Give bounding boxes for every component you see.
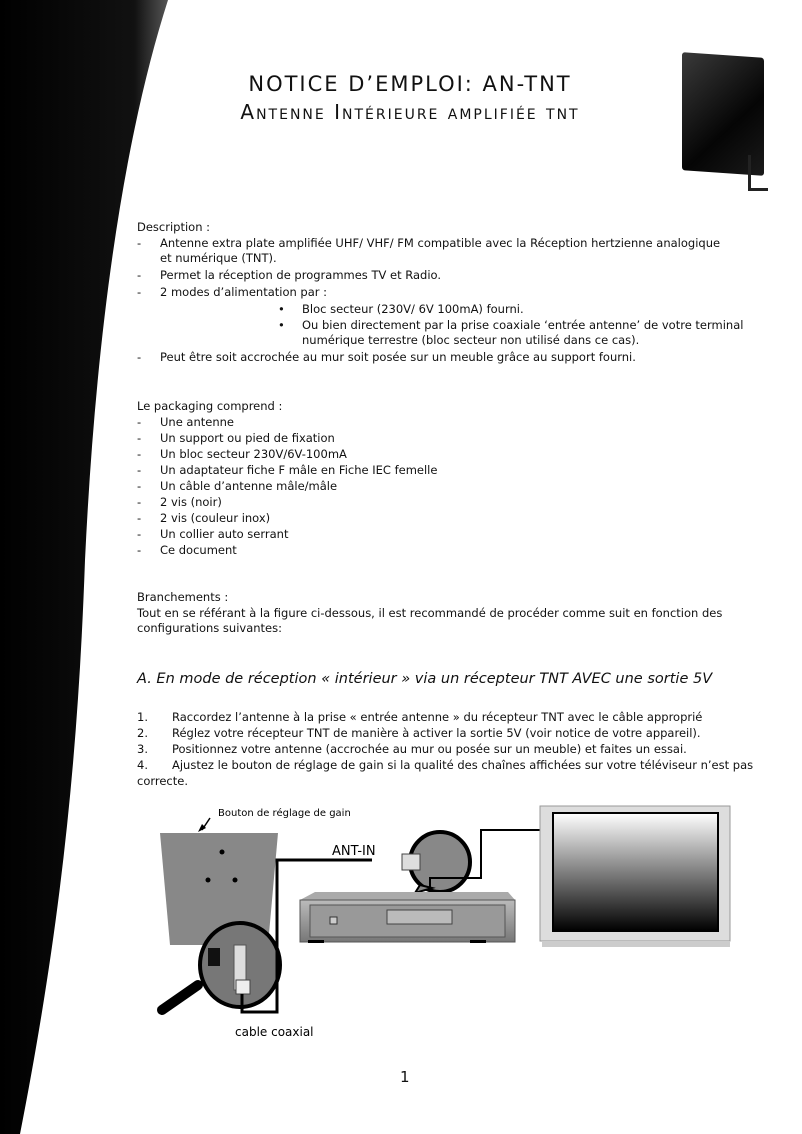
- dash: -: [137, 447, 142, 461]
- dash: -: [137, 350, 142, 364]
- branchements-text: configurations suivantes:: [137, 621, 282, 635]
- packaging-item-text: Ce document: [160, 543, 237, 557]
- packaging-item-text: 2 vis (noir): [160, 495, 222, 509]
- packaging-item-text: Un adaptateur fiche F mâle en Fiche IEC femelle: [160, 463, 438, 477]
- television-illustration: [540, 806, 730, 947]
- list-item: 2 modes d’alimentation par :: [160, 285, 328, 299]
- dash: -: [137, 511, 142, 525]
- antenna-back-illustration: [160, 818, 280, 1010]
- packaging-item-text: Un câble d’antenne mâle/mâle: [160, 479, 338, 493]
- step-text: Réglez votre récepteur TNT de manière à activer la sortie 5V (voir notice de votre appareil).: [172, 726, 701, 740]
- bullet-item: numérique terrestre (bloc secteur non utilisé dans ce cas).: [302, 333, 640, 347]
- branchements-text: Tout en se référant à la figure ci-dessous, il est recommandé de procéder comme suit en fonction des: [137, 606, 723, 620]
- step-4-continuation: correcte.: [137, 774, 188, 788]
- step-text: Raccordez l’antenne à la prise « entrée antenne » du récepteur TNT avec le câble approprié: [172, 710, 703, 724]
- packaging-heading: Le packaging comprend :: [137, 399, 283, 413]
- list-item: Permet la réception de programmes TV et Radio.: [160, 268, 441, 282]
- gain-label: Bouton de réglage de gain: [218, 808, 351, 819]
- dash: -: [137, 479, 142, 493]
- dash: -: [137, 236, 142, 250]
- dash: -: [137, 463, 142, 477]
- ant-in-label: ANT-IN: [332, 844, 376, 859]
- dash: -: [137, 527, 142, 541]
- step-number: 3.: [137, 742, 148, 756]
- bullet-item: Ou bien directement par la prise coaxiale ‘entrée antenne’ de votre terminal: [302, 318, 744, 332]
- dash: -: [137, 431, 142, 445]
- description-heading: Description :: [137, 220, 211, 234]
- list-item: et numérique (TNT).: [160, 251, 277, 265]
- document-subtitle: Antenne Intérieure amplifiée tnt: [240, 100, 580, 124]
- bullet-item: Bloc secteur (230V/ 6V 100mA) fourni.: [302, 302, 524, 316]
- packaging-item-text: Un collier auto serrant: [160, 527, 289, 541]
- page-number: 1: [400, 1068, 410, 1086]
- dash: -: [137, 415, 142, 429]
- step-text: Ajustez le bouton de réglage de gain si la qualité des chaînes affichées sur votre téléviseur n’est pas: [172, 758, 754, 772]
- cable-label: cable coaxial: [235, 1025, 314, 1039]
- step-number: 1.: [137, 710, 148, 724]
- list-item: Peut être soit accrochée au mur soit posée sur un meuble grâce au support fourni.: [160, 350, 636, 364]
- step-text: Positionnez votre antenne (accrochée au mur ou posée sur un meuble) et faites un essai.: [172, 742, 687, 756]
- packaging-item-text: Un bloc secteur 230V/6V-100mA: [160, 447, 347, 461]
- dash: -: [137, 543, 142, 557]
- dash: -: [137, 268, 142, 282]
- step-number: 2.: [137, 726, 148, 740]
- section-a-heading: A. En mode de réception « intérieur » via un récepteur TNT AVEC une sortie 5V: [137, 671, 713, 687]
- packaging-item-text: 2 vis (couleur inox): [160, 511, 271, 525]
- connection-diagram: [140, 800, 760, 1050]
- document-title: NOTICE D’EMPLOI: AN-TNT: [248, 72, 572, 96]
- antenna-product-photo: [678, 55, 773, 195]
- step-number: 4.: [137, 758, 148, 772]
- packaging-item-text: Un support ou pied de fixation: [160, 431, 335, 445]
- branchements-heading: Branchements :: [137, 590, 229, 604]
- dash: -: [137, 495, 142, 509]
- packaging-item-text: Une antenne: [160, 415, 235, 429]
- bullet-icon: •: [278, 318, 285, 332]
- list-item: Antenne extra plate amplifiée UHF/ VHF/ FM compatible avec la Réception hertzienne analogique: [160, 236, 721, 250]
- dash: -: [137, 285, 142, 299]
- bullet-icon: •: [278, 302, 285, 316]
